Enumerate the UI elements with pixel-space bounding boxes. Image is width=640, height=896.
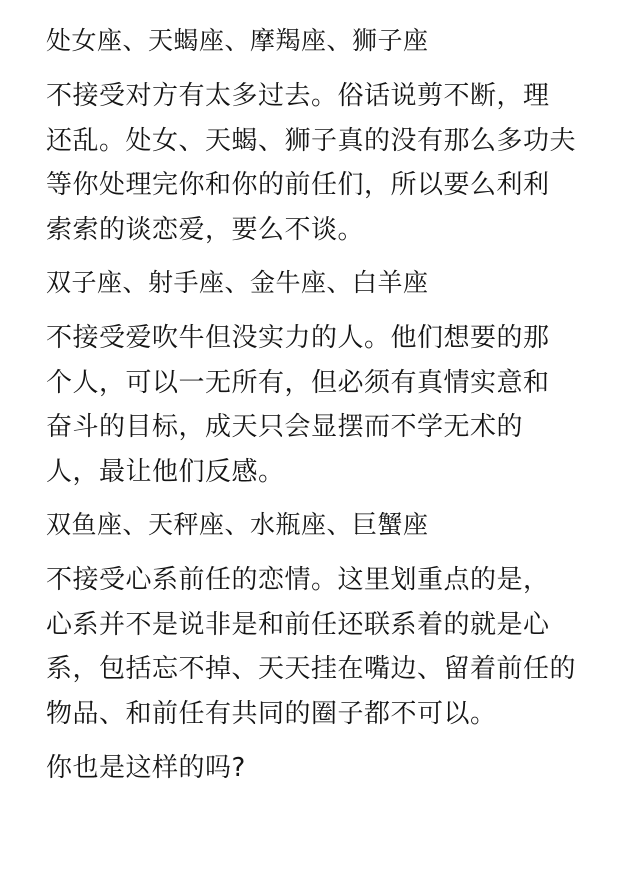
section-paragraph xyxy=(46,74,600,252)
paragraph-line: 心系并不是说非是和前任还联系着的就是心 xyxy=(46,609,550,640)
paragraph-line: 奋斗的目标，成天只会显摆而不学无术的 xyxy=(46,412,524,442)
section-heading: 处女座、天蝎座、摩羯座、狮子座 xyxy=(46,26,429,55)
paragraph-line: 不接受爱吹牛但没实力的人。他们想要的那 xyxy=(46,323,550,353)
paragraph-line: 等你处理完你和你的前任们，所以要么利利 xyxy=(46,170,550,200)
paragraph-line: 不接受对方有太多过去。俗话说剪不断，理 xyxy=(46,81,550,111)
paragraph-line: 人，最让他们反感。 xyxy=(46,456,285,487)
paragraph-line: 个人，可以一无所有，但必须有真情实意和 xyxy=(46,367,550,398)
closing-question: 你也是这样的吗? xyxy=(46,753,246,783)
section-heading: 双鱼座、天秤座、水瓶座、巨蟹座 xyxy=(46,510,429,539)
paragraph-line: 物品、和前任有共同的圈子都不可以。 xyxy=(46,698,497,729)
section-heading: 双子座、射手座、金牛座、白羊座 xyxy=(46,268,429,297)
paragraph-line: 索索的谈恋爱，要么不谈。 xyxy=(46,214,365,245)
section-paragraph xyxy=(46,316,600,494)
paragraph-line: 系，包括忘不掉、天天挂在嘴边、留着前任的 xyxy=(46,654,577,684)
paragraph-line: 还乱。处女、天蝎、狮子真的没有那么多功夫 xyxy=(46,125,577,156)
paragraph-line: 不接受心系前任的恋情。这里划重点的是， xyxy=(46,565,550,595)
section-paragraph xyxy=(46,558,600,736)
